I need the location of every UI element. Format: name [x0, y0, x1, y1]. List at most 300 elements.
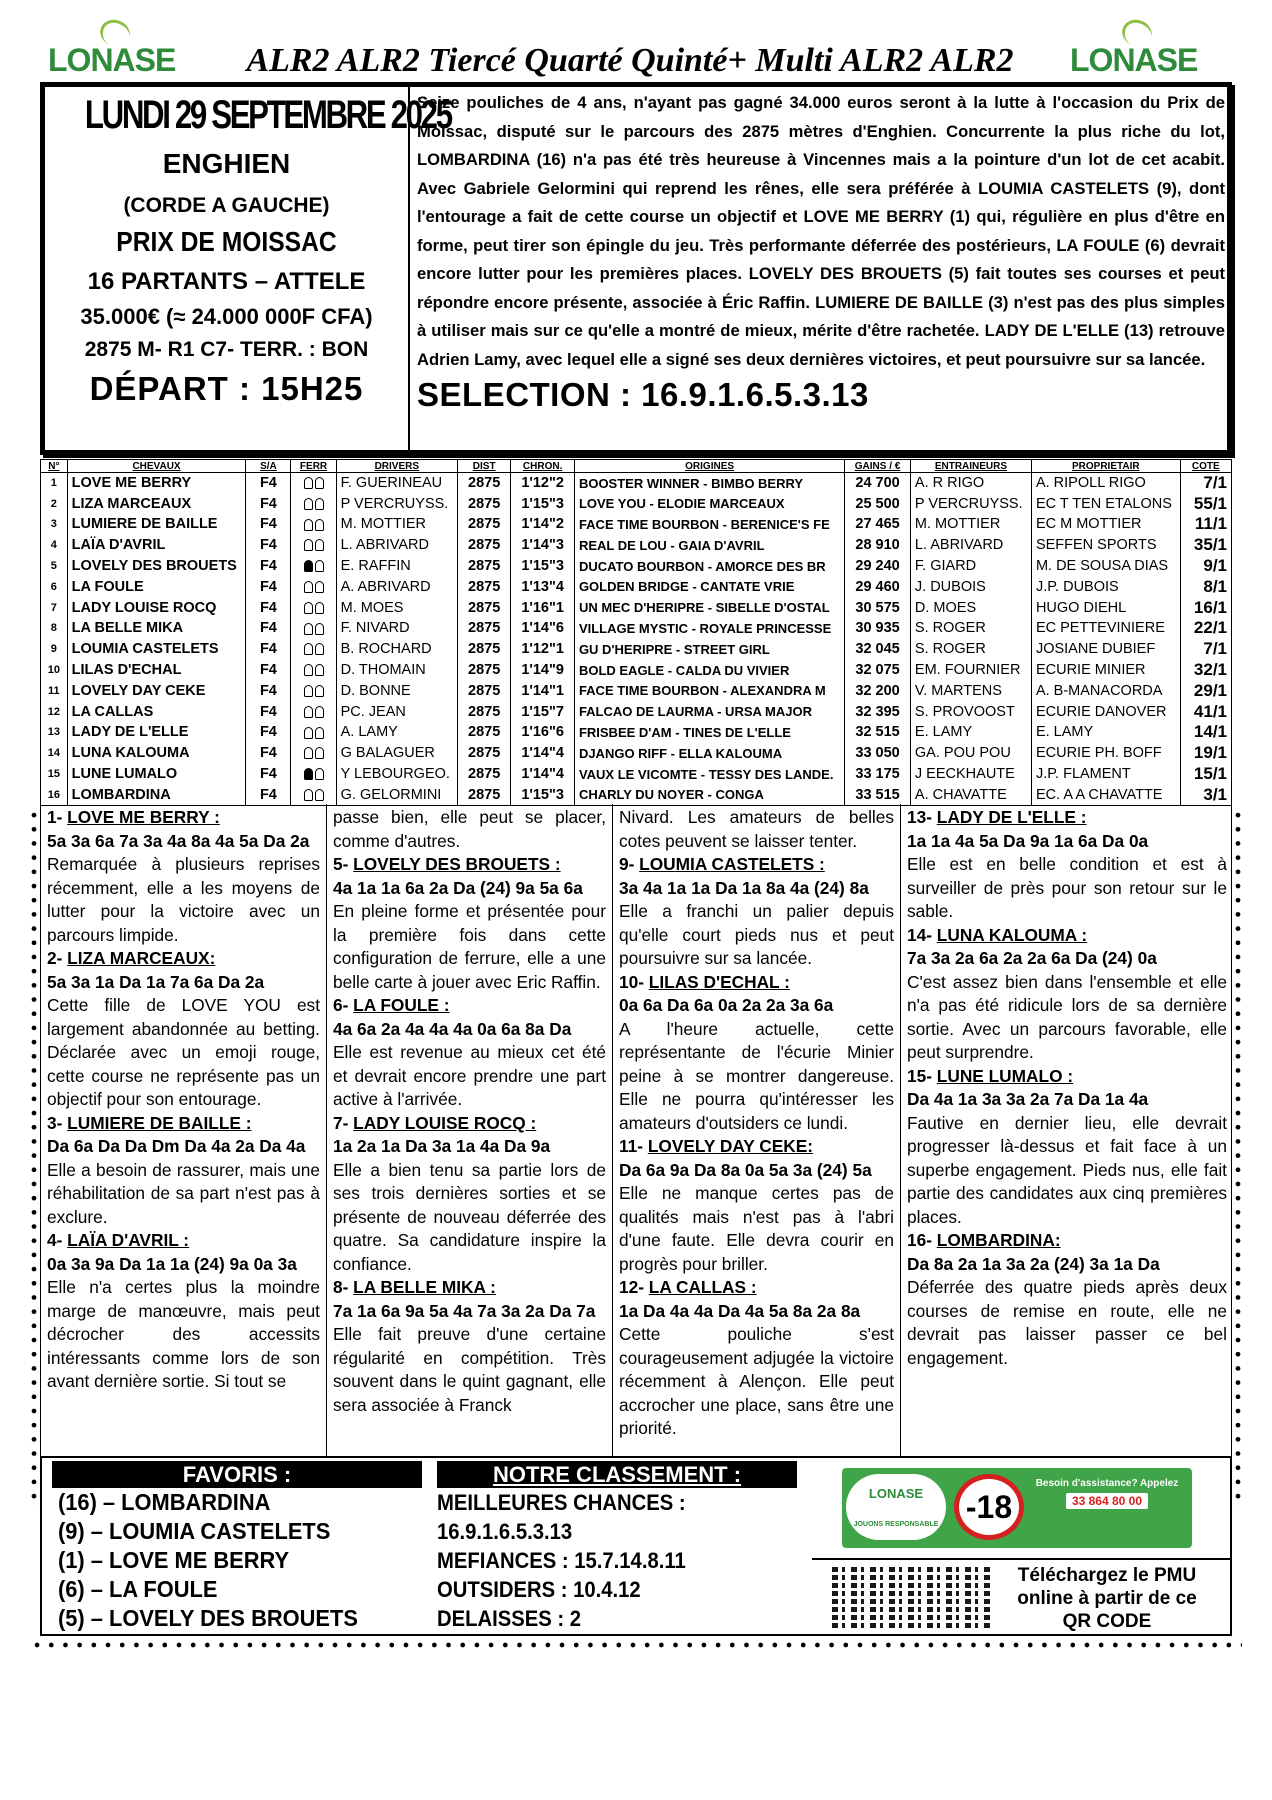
horse-comment-title: 2- LIZA MARCEAUX:	[47, 948, 216, 968]
table-cell: DUCATO BOURBON - AMORCE DES BR	[574, 556, 844, 577]
table-cell: 9	[41, 639, 68, 660]
column-header: N°	[41, 460, 68, 473]
table-cell: 1'14"4	[511, 764, 575, 785]
favoris-box	[52, 1461, 422, 1633]
horse-comment-title: 7- LADY LOUISE ROCQ :	[333, 1112, 537, 1133]
table-cell: F4	[246, 784, 291, 805]
table-cell: 11/1	[1180, 514, 1231, 535]
table-cell: LA BELLE MIKA	[67, 618, 246, 639]
race-summary	[45, 87, 451, 450]
table-cell: 1'15"3	[511, 556, 575, 577]
table-cell: Y LEBOURGEO.	[336, 764, 457, 785]
table-cell: G BALAGUER	[336, 743, 457, 764]
horse-comment-text: Elle n'a certes plus la moindre marge de manœuvre, mais peut décrocher des accessits intéressants comme lors de son avant dernière sortie. Si tout se	[47, 1277, 320, 1391]
table-cell: 28 910	[845, 535, 911, 556]
horse-comment	[907, 924, 1227, 1065]
horse-comment-text: En pleine forme et présentée pour la première fois dans cette configuration de ferrure, elle a une belle carte à jouer avec Eric Raffin.	[333, 901, 606, 992]
horse-performances: 3a 4a 1a 1a Da 1a 8a 4a (24) 8a	[619, 877, 869, 898]
table-cell: 2875	[458, 514, 511, 535]
classement-line: MEILLEURES CHANCES :	[437, 1490, 686, 1515]
classement-line: DELAISSES : 2	[437, 1606, 582, 1631]
horse-comment	[47, 1229, 320, 1394]
header	[40, 12, 1230, 80]
column-header: GAINS / €	[845, 460, 911, 473]
table-cell: 2875	[458, 784, 511, 805]
table-cell: 1'14"3	[511, 535, 575, 556]
shoeing-icon	[291, 473, 336, 494]
commentary-col-1	[41, 804, 326, 1456]
horse-comment	[619, 1135, 894, 1276]
table-row	[41, 764, 1232, 785]
table-cell: BOOSTER WINNER - BIMBO BERRY	[574, 473, 844, 494]
column-header: DIST	[458, 460, 511, 473]
responsible-gaming-banner	[842, 1468, 1192, 1548]
shoeing-icon	[291, 639, 336, 660]
horse-comment	[907, 1065, 1227, 1230]
table-cell: P VERCRUYSS.	[910, 493, 1031, 514]
table-cell: BOLD EAGLE - CALDA DU VIVIER	[574, 660, 844, 681]
table-cell: GA. POU POU	[910, 743, 1031, 764]
table-cell: M. MOES	[336, 597, 457, 618]
table-cell: L. ABRIVARD	[910, 535, 1031, 556]
table-cell: 33 175	[845, 764, 911, 785]
horse-comment	[907, 1229, 1227, 1370]
table-cell: 24 700	[845, 473, 911, 494]
table-cell: F4	[246, 701, 291, 722]
horse-comment-text: Elle a franchi un palier depuis qu'elle court pieds nus et peut poursuivre sur sa lancée.	[619, 901, 894, 968]
table-row	[41, 743, 1232, 764]
table-cell: 1	[41, 473, 68, 494]
table-cell: 1'12"2	[511, 473, 575, 494]
table-cell: 6	[41, 576, 68, 597]
table-cell: 2875	[458, 618, 511, 639]
dotted-border-right	[1234, 808, 1242, 1508]
classement-line: OUTSIDERS : 10.4.12	[437, 1577, 641, 1602]
horse-performances: 4a 1a 1a 6a 2a Da (24) 9a 5a 6a	[333, 877, 583, 898]
horse-comment-title: 5- LOVELY DES BROUETS :	[333, 854, 561, 874]
table-cell: 14	[41, 743, 68, 764]
table-cell: 2875	[458, 722, 511, 743]
table-cell: EM. FOURNIER	[910, 660, 1031, 681]
horse-comment	[907, 806, 1227, 924]
horse-performances: Da 4a 1a 3a 3a 2a 7a Da 1a 4a	[907, 1089, 1149, 1109]
table-row	[41, 597, 1232, 618]
race-corde: (CORDE A GAUCHE)	[123, 194, 330, 217]
table-cell: F4	[246, 576, 291, 597]
column-header: COTE	[1180, 460, 1231, 473]
under-18-icon: -18	[954, 1474, 1024, 1540]
favori-item: (6) – LA FOULE	[58, 1576, 218, 1602]
horse-performances: 5a 3a 6a 7a 3a 4a 8a 4a 5a Da 2a	[47, 830, 310, 851]
horse-comment-text: Déferrée des quatre pieds après deux courses de remise en route, elle ne devrait pas laisser passer ce bel engagement.	[907, 1277, 1227, 1368]
table-cell: 16/1	[1180, 597, 1231, 618]
horse-comment-text: A l'heure actuelle, cette représentante de l'écurie Minier peine à se montrer dangereuse. Elle ne pourra qu'intéresser les amateurs d'outsiders ce lundi.	[619, 1018, 894, 1133]
table-cell: L. ABRIVARD	[336, 535, 457, 556]
shoeing-icon	[291, 680, 336, 701]
horse-comment-title: 14- LUNA KALOUMA :	[907, 924, 1088, 945]
table-cell: 1'15"3	[511, 784, 575, 805]
table-cell: J.P. FLAMENT	[1031, 764, 1180, 785]
race-info-box	[40, 82, 1232, 455]
table-cell: FRISBEE D'AM - TINES DE L'ELLE	[574, 722, 844, 743]
commentary-col-2	[326, 804, 612, 1456]
column-header: CHRON.	[511, 460, 575, 473]
table-cell: 41/1	[1180, 701, 1231, 722]
table-cell: A. CHAVATTE	[910, 784, 1031, 805]
commentary-col-4	[900, 804, 1233, 1456]
shoeing-icon	[291, 514, 336, 535]
dotted-border-left	[30, 808, 38, 1508]
dotted-border-bottom	[30, 1640, 1242, 1650]
table-cell: P VERCRUYSS.	[336, 493, 457, 514]
commentary	[40, 804, 1232, 1456]
favori-item: (5) – LOVELY DES BROUETS	[58, 1605, 358, 1631]
horse-comment	[333, 994, 606, 1112]
favori-item: (9) – LOUMIA CASTELETS	[58, 1518, 331, 1544]
table-row	[41, 576, 1232, 597]
horse-performances: 4a 6a 2a 4a 4a 4a 0a 6a 8a Da	[333, 1018, 572, 1039]
table-cell: SEFFEN SPORTS	[1031, 535, 1180, 556]
table-cell: F4	[246, 493, 291, 514]
table-cell: 4	[41, 535, 68, 556]
horse-comment-text: Elle a bien tenu sa partie lors de ses trois dernières sorties et se présente de nouveau déferrée des quatre. Sa candidature inspire la confiance.	[333, 1159, 606, 1274]
table-cell: A. B-MANACORDA	[1031, 680, 1180, 701]
horse-comment-title: 15- LUNE LUMALO :	[907, 1065, 1074, 1086]
race-prize: 35.000€ (≈ 24.000 000F CFA)	[80, 304, 373, 329]
column-header: S/A	[246, 460, 291, 473]
table-cell: 32 200	[845, 680, 911, 701]
classement-list	[437, 1488, 797, 1633]
table-cell: D. MOES	[910, 597, 1031, 618]
shoeing-icon	[291, 618, 336, 639]
race-date: LUNDI 29 SEPTEMBRE 2025	[84, 93, 451, 137]
commentary-continuation: passe bien, elle peut se placer, comme d'autres.	[333, 807, 606, 851]
horse-comment	[619, 853, 894, 971]
table-cell: LOVE YOU - ELODIE MARCEAUX	[574, 493, 844, 514]
table-row	[41, 618, 1232, 639]
table-cell: DJANGO RIFF - ELLA KALOUMA	[574, 743, 844, 764]
table-cell: 29/1	[1180, 680, 1231, 701]
table-cell: 2875	[458, 639, 511, 660]
table-row	[41, 722, 1232, 743]
horse-performances: Da 6a 9a Da 8a 0a 5a 3a (24) 5a	[619, 1159, 872, 1180]
table-cell: VILLAGE MYSTIC - ROYALE PRINCESSE	[574, 618, 844, 639]
table-cell: 3	[41, 514, 68, 535]
table-cell: 35/1	[1180, 535, 1231, 556]
table-cell: F4	[246, 722, 291, 743]
table-cell: LOVELY DES BROUETS	[67, 556, 246, 577]
horse-comment-title: 3- LUMIERE DE BAILLE :	[47, 1112, 252, 1133]
qr-code-icon[interactable]	[832, 1564, 992, 1628]
table-cell: F4	[246, 764, 291, 785]
table-cell: 2875	[458, 556, 511, 577]
race-depart: DÉPART : 15H25	[89, 370, 364, 407]
table-cell: F4	[246, 597, 291, 618]
table-row	[41, 639, 1232, 660]
table-cell: 32 395	[845, 701, 911, 722]
table-cell: 1'14"9	[511, 660, 575, 681]
horse-comment-title: 8- LA BELLE MIKA :	[333, 1277, 496, 1297]
table-cell: 22/1	[1180, 618, 1231, 639]
table-cell: 7/1	[1180, 639, 1231, 660]
table-cell: M. DE SOUSA DIAS	[1031, 556, 1180, 577]
table-cell: FACE TIME BOURBON - ALEXANDRA M	[574, 680, 844, 701]
page-title: ALR2 ALR2 Tiercé Quarté Quinté+ Multi ALR2 ALR2	[246, 42, 1014, 79]
table-cell: 2875	[458, 764, 511, 785]
table-cell: LOUMIA CASTELETS	[67, 639, 246, 660]
table-cell: F. GIARD	[910, 556, 1031, 577]
bottom-panel	[40, 1456, 1232, 1636]
help-text: Besoin d'assistance? Appelez 33 864 80 00	[1035, 1478, 1179, 1508]
race-prix: PRIX DE MOISSAC	[116, 226, 337, 257]
table-cell: ECURIE DANOVER	[1031, 701, 1180, 722]
table-cell: LA CALLAS	[67, 701, 246, 722]
commentary-continuation: Nivard. Les amateurs de belles cotes peuvent se laisser tenter.	[619, 807, 894, 851]
table-cell: D. BONNE	[336, 680, 457, 701]
favoris-list	[52, 1488, 422, 1633]
horse-performances: Da 8a 2a 1a 3a 2a (24) 3a 1a Da	[907, 1253, 1160, 1274]
table-body	[41, 473, 1232, 806]
table-cell: F4	[246, 514, 291, 535]
classement-line: MEFIANCES : 15.7.14.8.11	[437, 1548, 686, 1573]
table-cell: LOVELY DAY CEKE	[67, 680, 246, 701]
horse-comment-title: 6- LA FOULE :	[333, 995, 450, 1015]
table-cell: 15/1	[1180, 764, 1231, 785]
horse-comment	[47, 806, 320, 947]
horse-comment	[619, 1276, 894, 1441]
selection: SELECTION : 16.9.1.6.5.3.13	[417, 376, 869, 413]
table-cell: 15	[41, 764, 68, 785]
table-cell: GOLDEN BRIDGE - CANTATE VRIE	[574, 576, 844, 597]
table-cell: EC T TEN ETALONS	[1031, 493, 1180, 514]
table-cell: 2875	[458, 535, 511, 556]
horse-comment-title: 1- LOVE ME BERRY :	[47, 807, 220, 827]
horse-comment-title: 13- LADY DE L'ELLE :	[907, 807, 1087, 827]
table-cell: F4	[246, 535, 291, 556]
table-cell: 1'14"6	[511, 618, 575, 639]
classement-box	[437, 1461, 797, 1633]
table-cell: A. R RIGO	[910, 473, 1031, 494]
table-cell: 29 460	[845, 576, 911, 597]
table-cell: 29 240	[845, 556, 911, 577]
shoeing-icon	[291, 764, 336, 785]
horse-comment-text: Elle fait preuve d'une certaine régularité en compétition. Très souvent dans le quint gagnant, elle sera associée à Franck	[333, 1324, 606, 1415]
horse-comment-text: Cette fille de LOVE YOU est largement abandonnée au betting. Déclarée avec un emoji rouge, cette course ne représente pas un objectif pour son entourage.	[47, 995, 320, 1109]
help-phone: 33 864 80 00	[1066, 1493, 1148, 1509]
shoeing-icon	[291, 784, 336, 805]
shoeing-icon	[291, 722, 336, 743]
table-cell: 2875	[458, 680, 511, 701]
table-cell: 55/1	[1180, 493, 1231, 514]
table-cell: 1'16"6	[511, 722, 575, 743]
shoeing-icon	[291, 660, 336, 681]
table-cell: CHARLY DU NOYER - CONGA	[574, 784, 844, 805]
horse-performances: Da 6a Da Da Dm Da 4a 2a Da 4a	[47, 1136, 306, 1156]
table-cell: LUMIERE DE BAILLE	[67, 514, 246, 535]
table-cell: 11	[41, 680, 68, 701]
shoeing-icon	[291, 743, 336, 764]
table-cell: 1'16"1	[511, 597, 575, 618]
qr-text: Téléchargez le PMU online à partir de ce QR CODE	[1017, 1565, 1197, 1632]
table-cell: LA FOULE	[67, 576, 246, 597]
table-row	[41, 701, 1232, 722]
table-cell: LUNA KALOUMA	[67, 743, 246, 764]
table-cell: EC. A A CHAVATTE	[1031, 784, 1180, 805]
table-cell: 8/1	[1180, 576, 1231, 597]
horse-performances: 5a 3a 1a Da 1a 7a 6a Da 2a	[47, 971, 265, 992]
table-cell: 19/1	[1180, 743, 1231, 764]
table-cell: ECURIE MINIER	[1031, 660, 1180, 681]
table-cell: 27 465	[845, 514, 911, 535]
table-cell: 1'15"3	[511, 493, 575, 514]
column-header: ORIGINES	[574, 460, 844, 473]
table-cell: 14/1	[1180, 722, 1231, 743]
table-cell: M. MOTTIER	[910, 514, 1031, 535]
horse-performances: 0a 6a Da 6a 0a 2a 2a 3a 6a	[619, 995, 834, 1015]
table-cell: 8	[41, 618, 68, 639]
horse-performances: 1a 2a 1a Da 3a 1a 4a Da 9a	[333, 1136, 551, 1156]
table-cell: F. GUERINEAU	[336, 473, 457, 494]
table-row	[41, 680, 1232, 701]
table-cell: 5	[41, 556, 68, 577]
table-cell: LAÏA D'AVRIL	[67, 535, 246, 556]
table-cell: 32 045	[845, 639, 911, 660]
horse-comment	[47, 947, 320, 1112]
horse-performances: 1a Da 4a 4a Da 4a 5a 8a 2a 8a	[619, 1300, 861, 1321]
table-cell: F4	[246, 743, 291, 764]
horse-comment	[333, 853, 606, 994]
favori-item: (1) – LOVE ME BERRY	[58, 1547, 290, 1573]
table-cell: 12	[41, 701, 68, 722]
table-cell: S. PROVOOST	[910, 701, 1031, 722]
table-row	[41, 473, 1232, 494]
horse-comment	[619, 971, 894, 1136]
table-row	[41, 660, 1232, 681]
horse-comment-text: Elle a besoin de rassurer, mais une réhabilitation de sa part n'est pas à exclure.	[47, 1159, 320, 1227]
shoeing-icon	[291, 701, 336, 722]
table-cell: 2875	[458, 701, 511, 722]
table-cell: 25 500	[845, 493, 911, 514]
table-cell: F4	[246, 618, 291, 639]
horse-performances: 0a 3a 9a Da 1a 1a (24) 9a 0a 3a	[47, 1253, 297, 1274]
table-cell: E. LAMY	[1031, 722, 1180, 743]
shoeing-icon	[291, 597, 336, 618]
horse-comment-title: 12- LA CALLAS :	[619, 1277, 757, 1297]
classement-title: NOTRE CLASSEMENT :	[437, 1461, 797, 1488]
horse-comment-text: Elle ne manque certes pas de qualités mais n'est pas à l'abri d'une faute. Elle devra courir en progrès pour briller.	[619, 1183, 894, 1274]
table-row	[41, 535, 1232, 556]
race-venue: ENGHIEN	[162, 148, 291, 179]
table-cell: J.P. DUBOIS	[1031, 576, 1180, 597]
table-cell: 3/1	[1180, 784, 1231, 805]
horse-comment	[47, 1112, 320, 1230]
table-cell: D. THOMAIN	[336, 660, 457, 681]
table-cell: EC PETTEVINIERE	[1031, 618, 1180, 639]
table-cell: E. LAMY	[910, 722, 1031, 743]
table-cell: 32 075	[845, 660, 911, 681]
horse-comment-title: 16- LOMBARDINA:	[907, 1230, 1061, 1250]
table-cell: LADY LOUISE ROCQ	[67, 597, 246, 618]
table-cell: 16	[41, 784, 68, 805]
table-cell: 1'14"2	[511, 514, 575, 535]
shoeing-icon	[291, 576, 336, 597]
table-row	[41, 784, 1232, 805]
table-cell: F4	[246, 660, 291, 681]
qr-zone	[812, 1558, 1232, 1634]
horse-comment-title: 9- LOUMIA CASTELETS :	[619, 854, 825, 874]
horse-comment-title: 4- LAÏA D'AVRIL :	[47, 1230, 190, 1250]
table-cell: G. GELORMINI	[336, 784, 457, 805]
horse-comment	[333, 1112, 606, 1277]
horse-comment-title: 10- LILAS D'ECHAL :	[619, 971, 790, 992]
lonase-badge: LONASE JOUONS RESPONSABLE	[846, 1474, 946, 1540]
table-cell: REAL DE LOU - GAIA D'AVRIL	[574, 535, 844, 556]
pronostic-text: Seize pouliches de 4 ans, n'ayant pas gagné 34.000 euros seront à la lutte à l'occasion du Prix de Moissac, disputé sur le parcours des 2875 mètres d'Enghien. Concurrente la plus riche du lot, LOMBARDINA (16) n'a pas été très heureuse à Vincennes mais a la pointure d'un lot de cet acabit. Avec Gabriele Gelormini qui reprend les rênes, elle sera préférée à LOUMIA CASTELETS (9), dont l'entourage a fait de cette course un objectif et LOVE ME BERRY (1) qui, régulière en plus d'être en forme, peut tirer son épingle du jeu. Très performante déferrée des postérieurs, LA FOULE (6) devrait encore lutter pour les premières places. LOVELY DES BROUETS (5) fait toutes ses courses et peut répondre encore présente, associée à Éric Raffin. LUMIERE DE BAILLE (3) n'est pas des plus simples à utiliser mais sur ce qu'elle a montré de mieux, mérite d'être rachetée. LADY DE L'ELLE (13) retrouve Adrien Lamy, avec lequel elle a signé ses deux dernières victoires, et peut poursuivre sur sa lancée.	[417, 93, 1225, 369]
table-cell: 2875	[458, 743, 511, 764]
table-cell: J. DUBOIS	[910, 576, 1031, 597]
table-cell: F4	[246, 473, 291, 494]
horse-comment-text: Elle est en belle condition et est à surveiller de près pour son retour sur le sable.	[907, 854, 1227, 921]
table-cell: FALCAO DE LAURMA - URSA MAJOR	[574, 701, 844, 722]
table-cell: LUNE LUMALO	[67, 764, 246, 785]
table-cell: 1'12"1	[511, 639, 575, 660]
column-header: CHEVAUX	[67, 460, 246, 473]
pronostic-panel	[417, 89, 1225, 449]
table-cell: 1'14"1	[511, 680, 575, 701]
table-cell: JOSIANE DUBIEF	[1031, 639, 1180, 660]
lonase-logo-right: LONASE	[1070, 20, 1210, 74]
table-cell: LOVE ME BERRY	[67, 473, 246, 494]
table-cell: M. MOTTIER	[336, 514, 457, 535]
lonase-logo-left: LONASE	[48, 20, 188, 74]
column-header: PROPRIETAIR	[1031, 460, 1180, 473]
table-cell: A. RIPOLL RIGO	[1031, 473, 1180, 494]
table-cell: 1'14"4	[511, 743, 575, 764]
table-cell: E. RAFFIN	[336, 556, 457, 577]
table-cell: 1'13"4	[511, 576, 575, 597]
favoris-title: FAVORIS :	[52, 1461, 422, 1488]
table-cell: 7/1	[1180, 473, 1231, 494]
table-cell: A. LAMY	[336, 722, 457, 743]
shoeing-icon	[291, 556, 336, 577]
runners-table	[40, 459, 1232, 806]
table-cell: A. ABRIVARD	[336, 576, 457, 597]
table-cell: 9/1	[1180, 556, 1231, 577]
table-row	[41, 493, 1232, 514]
table-cell: J EECKHAUTE	[910, 764, 1031, 785]
column-header: ENTRAINEURS	[910, 460, 1031, 473]
horse-comment	[333, 1276, 606, 1417]
table-cell: 13	[41, 722, 68, 743]
table-cell: FACE TIME BOURBON - BERENICE'S FE	[574, 514, 844, 535]
table-cell: 2875	[458, 493, 511, 514]
shoeing-icon	[291, 493, 336, 514]
table-cell: GU D'HERIPRE - STREET GIRL	[574, 639, 844, 660]
favori-item: (16) – LOMBARDINA	[58, 1489, 271, 1515]
table-cell: ECURIE PH. BOFF	[1031, 743, 1180, 764]
table-cell: 2	[41, 493, 68, 514]
horse-comment-text: Cette pouliche s'est courageusement adjugée la victoire récemment à Alençon. Elle peut accrocher une place, sans être une priorité.	[619, 1324, 894, 1438]
table-cell: 10	[41, 660, 68, 681]
horse-performances: 7a 1a 6a 9a 5a 4a 7a 3a 2a Da 7a	[333, 1300, 596, 1321]
table-cell: LADY DE L'ELLE	[67, 722, 246, 743]
table-cell: 2875	[458, 597, 511, 618]
table-cell: F4	[246, 639, 291, 660]
table-header	[41, 460, 1232, 473]
table-cell: V. MARTENS	[910, 680, 1031, 701]
commentary-col-3	[612, 804, 900, 1456]
horse-comment-text: Elle est revenue au mieux cet été et devrait encore prendre une part active à l'arrivée.	[333, 1042, 606, 1109]
